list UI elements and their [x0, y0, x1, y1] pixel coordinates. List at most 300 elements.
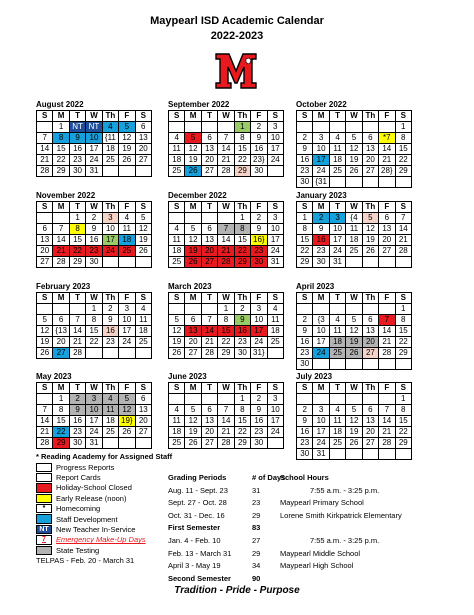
day-cell: 7: [218, 224, 234, 235]
day-cell: 4: [329, 315, 345, 326]
month-name: September 2022: [168, 100, 230, 109]
weekday-header: S: [135, 202, 151, 213]
month-calendar: [36, 191, 152, 268]
weekday-header: F: [379, 111, 395, 122]
weekday-header: M: [185, 293, 201, 304]
day-cell: 7: [218, 133, 234, 144]
day-cell: [297, 122, 313, 133]
day-cell: 16: [69, 416, 85, 427]
day-cell: 2: [102, 304, 118, 315]
month-name: April 2023: [296, 282, 335, 291]
day-cell: 18: [169, 246, 185, 257]
day-cell: 3: [313, 405, 329, 416]
day-cell: 14: [37, 144, 53, 155]
day-cell: 21: [218, 246, 234, 257]
month-grid: [168, 292, 284, 359]
day-cell: 15: [234, 144, 250, 155]
days-count: 31: [252, 485, 261, 495]
day-cell: 24: [313, 166, 329, 177]
day-cell: 26: [346, 166, 362, 177]
day-cell: 19: [37, 337, 53, 348]
day-cell: 18: [329, 427, 345, 438]
month-calendar: [296, 372, 412, 460]
day-cell: 1: [53, 394, 69, 405]
day-cell: 5: [185, 405, 201, 416]
day-cell: 20: [201, 427, 217, 438]
day-cell: 8: [234, 133, 250, 144]
days-column: [252, 472, 286, 585]
days-count: 23: [252, 498, 261, 508]
day-cell: 30: [297, 449, 313, 460]
weekday-header: S: [169, 293, 185, 304]
weekday-header: T: [201, 202, 217, 213]
day-cell: 5: [185, 224, 201, 235]
day-cell: 1: [234, 122, 250, 133]
day-cell: 17: [267, 144, 283, 155]
day-cell: 16: [234, 326, 250, 337]
day-cell: 28}: [379, 166, 395, 177]
day-cell: 15: [395, 326, 411, 337]
day-cell: 31: [329, 257, 345, 268]
day-cell: [395, 257, 411, 268]
weekday-header: T: [201, 383, 217, 394]
day-cell: 23: [102, 337, 118, 348]
day-cell: 23: [297, 348, 313, 359]
day-cell: 14: [218, 144, 234, 155]
day-cell: 24: [329, 246, 345, 257]
day-cell: 18: [267, 326, 283, 337]
weekday-header: S: [395, 383, 411, 394]
day-cell: 25: [169, 257, 185, 268]
maypearl-logo-icon: [213, 50, 259, 92]
weekday-header: M: [313, 202, 329, 213]
day-cell: 10: [251, 315, 267, 326]
day-cell: 1: [395, 394, 411, 405]
weekday-header: S: [135, 111, 151, 122]
day-cell: 3: [86, 394, 102, 405]
weekday-header: F: [119, 202, 135, 213]
day-cell: 2: [86, 213, 102, 224]
day-cell: 9: [234, 315, 250, 326]
day-cell: [201, 304, 217, 315]
day-cell: 9: [297, 326, 313, 337]
day-cell: 31: [86, 438, 102, 449]
weekday-header: M: [53, 111, 69, 122]
month-grid: [168, 110, 284, 177]
day-cell: 30: [69, 438, 85, 449]
day-cell: 23: [69, 427, 85, 438]
day-cell: 17: [329, 235, 345, 246]
day-cell: 24: [119, 337, 135, 348]
day-cell: 26: [346, 348, 362, 359]
day-cell: 18: [169, 155, 185, 166]
day-cell: [297, 394, 313, 405]
days-header: # of Days: [252, 473, 286, 482]
weekday-header: S: [37, 111, 53, 122]
day-cell: 21: [53, 246, 69, 257]
day-cell: 27: [379, 246, 395, 257]
day-cell: 6: [201, 133, 217, 144]
day-cell: 11: [267, 315, 283, 326]
day-cell: 14: [53, 235, 69, 246]
day-cell: [185, 304, 201, 315]
day-cell: 3: [267, 122, 283, 133]
day-cell: 5: [37, 315, 53, 326]
day-cell: 8: [297, 224, 313, 235]
day-cell: [169, 122, 185, 133]
day-cell: 16: [297, 427, 313, 438]
weekday-header: Th: [102, 202, 118, 213]
day-cell: 21: [379, 427, 395, 438]
day-cell: 19: [185, 246, 201, 257]
day-cell: 4: [102, 122, 118, 133]
month-calendar: [168, 100, 284, 177]
day-cell: 21: [379, 337, 395, 348]
weekday-header: T: [69, 202, 85, 213]
day-cell: 8: [69, 224, 85, 235]
day-cell: 29: [218, 348, 234, 359]
day-cell: 28: [218, 438, 234, 449]
day-cell: [185, 394, 201, 405]
day-cell: 5: [346, 405, 362, 416]
weekday-header: S: [297, 202, 313, 213]
day-cell: 3: [251, 304, 267, 315]
weekday-header: S: [169, 111, 185, 122]
day-cell: 16: [313, 235, 329, 246]
weekday-header: Th: [234, 383, 250, 394]
day-cell: 30: [69, 166, 85, 177]
weekday-header: M: [53, 293, 69, 304]
weekday-header: S: [37, 383, 53, 394]
day-cell: [379, 122, 395, 133]
day-cell: 24: [86, 427, 102, 438]
day-cell: 11: [119, 224, 135, 235]
day-cell: 13: [135, 133, 151, 144]
day-cell: 1: [69, 213, 85, 224]
day-cell: 27: [37, 257, 53, 268]
weekday-header: W: [346, 293, 362, 304]
day-cell: [379, 359, 395, 370]
day-cell: 21: [218, 155, 234, 166]
day-cell: 15: [395, 144, 411, 155]
day-cell: 18: [329, 155, 345, 166]
day-cell: 2: [251, 122, 267, 133]
day-cell: 24: [267, 427, 283, 438]
day-cell: [379, 449, 395, 460]
day-cell: 27: [185, 348, 201, 359]
legend-swatch: [36, 483, 52, 492]
weekday-header: S: [267, 111, 283, 122]
day-cell: 10: [119, 315, 135, 326]
day-cell: 26: [185, 257, 201, 268]
weekday-header: S: [395, 293, 411, 304]
weekday-header: T: [69, 293, 85, 304]
day-cell: 15: [395, 416, 411, 427]
day-cell: 20: [379, 235, 395, 246]
day-cell: [329, 304, 345, 315]
day-cell: 29: [395, 438, 411, 449]
day-cell: 6: [379, 213, 395, 224]
day-cell: [102, 166, 118, 177]
day-cell: 15: [297, 235, 313, 246]
day-cell: 29: [395, 348, 411, 359]
day-cell: [135, 257, 151, 268]
day-cell: 14: [218, 416, 234, 427]
day-cell: 6: [185, 315, 201, 326]
day-cell: [313, 359, 329, 370]
day-cell: 15: [234, 416, 250, 427]
weekday-header: Th: [234, 293, 250, 304]
day-cell: 14: [379, 144, 395, 155]
weekday-header: F: [251, 293, 267, 304]
day-cell: 21: [37, 427, 53, 438]
weekday-header: F: [251, 202, 267, 213]
day-cell: 20: [362, 155, 378, 166]
day-cell: 14: [37, 416, 53, 427]
day-cell: 9: [69, 405, 85, 416]
hours-header: School Hours: [280, 473, 329, 482]
weekday-header: F: [251, 383, 267, 394]
day-cell: 19: [185, 427, 201, 438]
day-cell: 11: [169, 416, 185, 427]
day-cell: 12: [135, 224, 151, 235]
day-cell: 7: [379, 405, 395, 416]
day-cell: 1: [395, 304, 411, 315]
day-cell: 1: [297, 213, 313, 224]
day-cell: 20: [201, 155, 217, 166]
day-cell: 29: [234, 257, 250, 268]
day-cell: [329, 449, 345, 460]
weekday-header: S: [267, 293, 283, 304]
day-cell: 8: [53, 405, 69, 416]
weekday-header: S: [395, 202, 411, 213]
day-cell: 17: [313, 427, 329, 438]
grading-period: Oct. 31 - Dec. 16: [168, 510, 225, 520]
day-cell: 18: [119, 235, 135, 246]
day-cell: 18: [135, 326, 151, 337]
weekday-header: M: [53, 383, 69, 394]
day-cell: 30: [251, 166, 267, 177]
day-cell: [37, 304, 53, 315]
weekday-header: S: [37, 293, 53, 304]
day-cell: 22: [297, 246, 313, 257]
day-cell: 20: [135, 144, 151, 155]
month-name: May 2023: [36, 372, 72, 381]
day-cell: 17: [313, 337, 329, 348]
day-cell: 30: [86, 257, 102, 268]
day-cell: 15: [86, 326, 102, 337]
day-cell: 1: [86, 304, 102, 315]
day-cell: 15: [53, 416, 69, 427]
grading-period: Sept. 27 - Oct. 28: [168, 498, 227, 508]
day-cell: 30: [251, 438, 267, 449]
day-cell: [297, 304, 313, 315]
day-cell: [329, 177, 345, 188]
day-cell: 5: [135, 213, 151, 224]
day-cell: [135, 348, 151, 359]
day-cell: 22: [395, 155, 411, 166]
day-cell: [346, 177, 362, 188]
day-cell: 24: [251, 337, 267, 348]
day-cell: 1: [234, 394, 250, 405]
day-cell: 30: [297, 359, 313, 370]
day-cell: 12: [119, 405, 135, 416]
day-cell: NT: [69, 122, 85, 133]
day-cell: 20: [53, 337, 69, 348]
day-cell: 8: [234, 224, 250, 235]
day-cell: 28: [379, 348, 395, 359]
weekday-header: Th: [102, 383, 118, 394]
day-cell: 18: [329, 337, 345, 348]
day-cell: {3: [313, 315, 329, 326]
weekday-header: S: [267, 383, 283, 394]
day-cell: 8: [395, 405, 411, 416]
weekday-header: Th: [362, 383, 378, 394]
day-cell: 20: [362, 427, 378, 438]
day-cell: 16: [86, 235, 102, 246]
day-cell: 8: [234, 405, 250, 416]
day-cell: 19}: [119, 416, 135, 427]
day-cell: [346, 449, 362, 460]
day-cell: 6: [362, 133, 378, 144]
day-cell: 23: [86, 246, 102, 257]
month-calendar: [36, 372, 152, 449]
day-cell: 28: [395, 246, 411, 257]
day-cell: [169, 304, 185, 315]
day-cell: 10: [313, 326, 329, 337]
day-cell: [313, 304, 329, 315]
day-cell: 10: [86, 405, 102, 416]
day-cell: [201, 122, 217, 133]
day-cell: 4: [169, 405, 185, 416]
day-cell: [218, 122, 234, 133]
grading-period: April 3 - May 19: [168, 561, 221, 571]
day-cell: 9: [297, 416, 313, 427]
day-cell: 4: [169, 133, 185, 144]
day-cell: 6: [201, 405, 217, 416]
day-cell: 11: [102, 405, 118, 416]
day-cell: [395, 449, 411, 460]
day-cell: 25: [102, 155, 118, 166]
hours-line: Maypearl High School: [280, 561, 354, 571]
day-cell: 28: [218, 166, 234, 177]
day-cell: 20: [37, 246, 53, 257]
day-cell: [119, 166, 135, 177]
weekday-header: W: [218, 383, 234, 394]
day-cell: 23}: [251, 155, 267, 166]
day-cell: 15: [218, 326, 234, 337]
day-cell: 13: [362, 326, 378, 337]
day-cell: 12: [346, 144, 362, 155]
day-cell: [53, 213, 69, 224]
day-cell: 3: [102, 213, 118, 224]
day-cell: 21: [201, 337, 217, 348]
weekday-header: S: [267, 202, 283, 213]
legend-label: Staff Development: [56, 514, 118, 524]
day-cell: 2: [297, 405, 313, 416]
month-calendar: [168, 282, 284, 359]
day-cell: 8: [53, 133, 69, 144]
day-cell: [346, 257, 362, 268]
month-grid: [36, 292, 152, 359]
day-cell: 27: [362, 166, 378, 177]
school-year: 2022-2023: [210, 30, 264, 42]
day-cell: [119, 438, 135, 449]
day-cell: [267, 348, 283, 359]
day-cell: 2: [234, 304, 250, 315]
day-cell: 19: [346, 337, 362, 348]
day-cell: 30: [297, 177, 313, 188]
month-name: November 2022: [36, 191, 96, 200]
day-cell: 4: [329, 405, 345, 416]
day-cell: 7: [395, 213, 411, 224]
day-cell: [185, 213, 201, 224]
grading-period: Second Semester: [168, 573, 231, 583]
day-cell: 17: [313, 155, 329, 166]
day-cell: 19: [362, 235, 378, 246]
month-grid: [296, 201, 412, 268]
day-cell: 29: [297, 257, 313, 268]
month-grid: [168, 201, 284, 268]
day-cell: 19: [135, 235, 151, 246]
legend-label: Report Cards: [56, 473, 101, 483]
day-cell: 25: [119, 246, 135, 257]
weekday-header: W: [346, 383, 362, 394]
day-cell: 19: [346, 155, 362, 166]
day-cell: 18: [102, 416, 118, 427]
day-cell: 18: [102, 144, 118, 155]
day-cell: 26: [185, 438, 201, 449]
day-cell: 12: [346, 326, 362, 337]
day-cell: 20: [362, 337, 378, 348]
day-cell: 23: [69, 155, 85, 166]
weekday-header: W: [218, 202, 234, 213]
day-cell: [218, 213, 234, 224]
day-cell: 27: [201, 166, 217, 177]
weekday-header: Th: [362, 293, 378, 304]
day-cell: 7: [379, 315, 395, 326]
month-calendar: [296, 282, 412, 370]
day-cell: 16: [69, 144, 85, 155]
day-cell: [362, 449, 378, 460]
day-cell: 19: [346, 427, 362, 438]
day-cell: [119, 348, 135, 359]
legend-label: Emergency Make-Up Days: [56, 535, 146, 545]
day-cell: 30: [313, 257, 329, 268]
legend-swatch: *: [36, 504, 52, 513]
legend-swatch: [36, 514, 52, 523]
month-calendar: [168, 191, 284, 268]
day-cell: 10: [329, 224, 345, 235]
day-cell: 27: [201, 438, 217, 449]
day-cell: [102, 257, 118, 268]
day-cell: 3: [329, 213, 345, 224]
day-cell: 6: [135, 394, 151, 405]
day-cell: 22: [234, 427, 250, 438]
day-cell: 1: [234, 213, 250, 224]
day-cell: 22: [53, 155, 69, 166]
day-cell: 21: [37, 155, 53, 166]
weekday-header: W: [346, 202, 362, 213]
day-cell: {4: [346, 213, 362, 224]
hours-line: Maypearl Middle School: [280, 548, 361, 558]
day-cell: 22: [234, 246, 250, 257]
day-cell: 21: [395, 235, 411, 246]
day-cell: 12: [119, 133, 135, 144]
weekday-header: M: [185, 383, 201, 394]
day-cell: [185, 122, 201, 133]
day-cell: [362, 257, 378, 268]
